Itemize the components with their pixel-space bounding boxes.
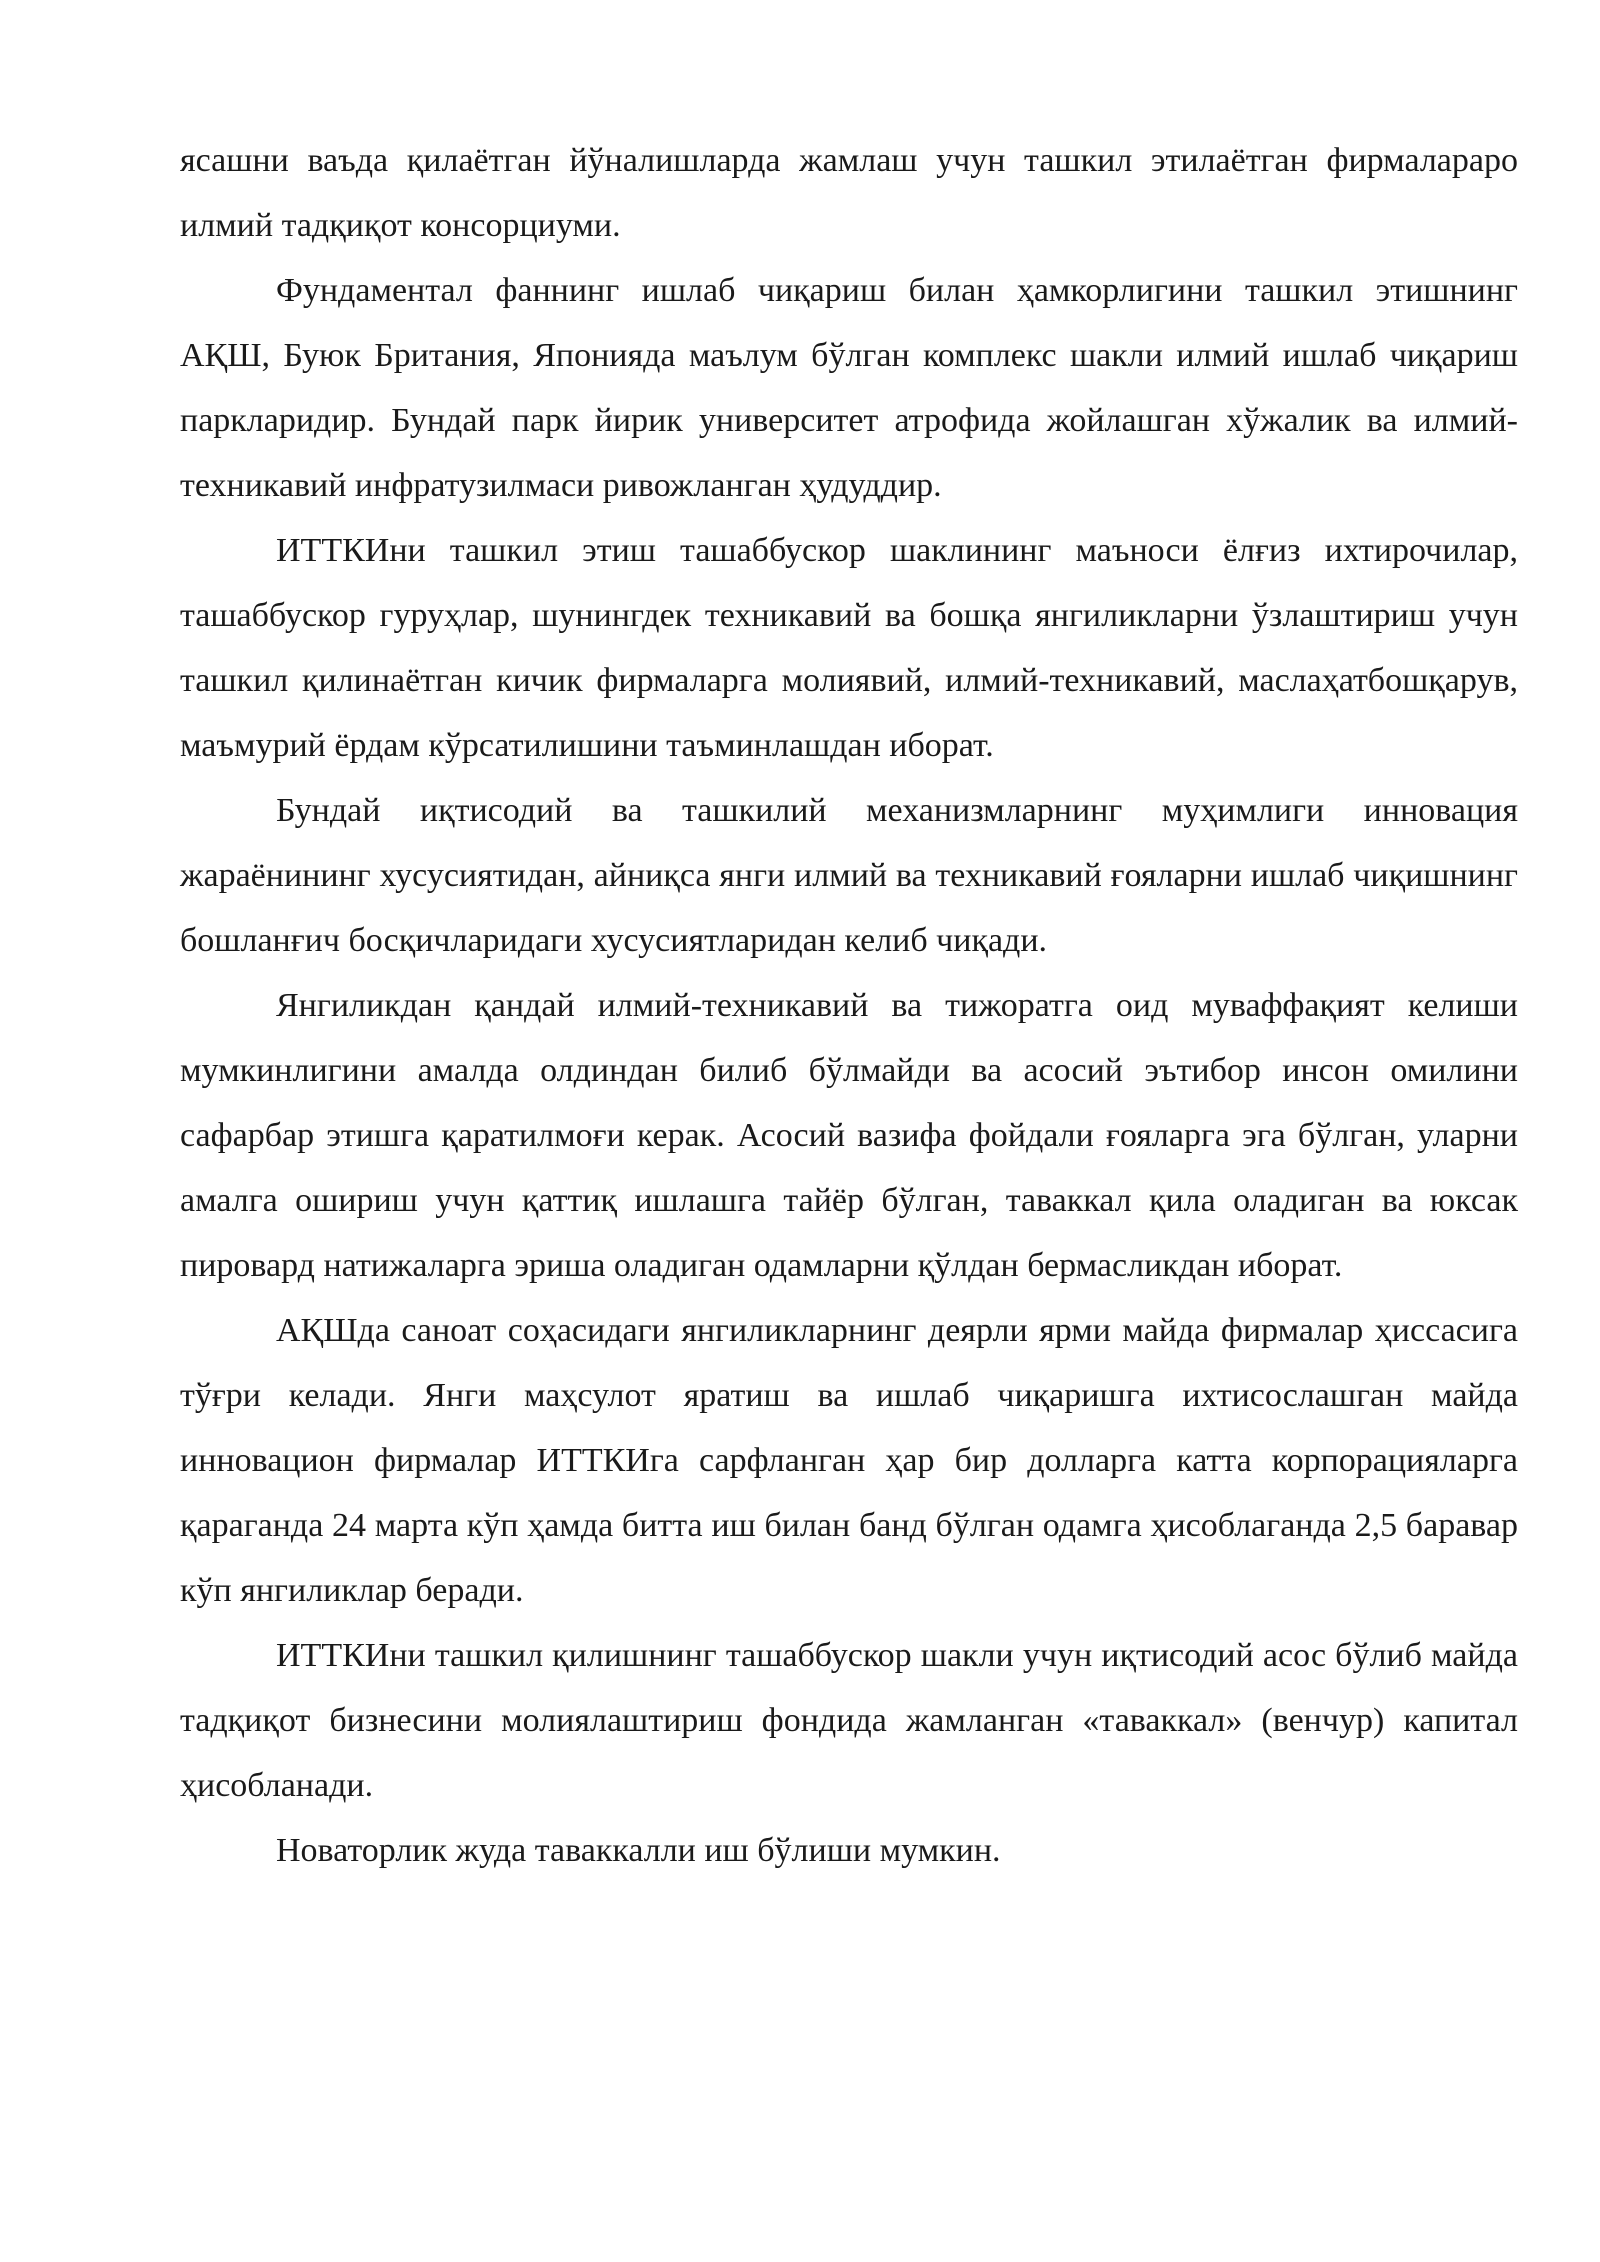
paragraph-2: Фундаментал фаннинг ишлаб чиқариш билан ҳамкорлигини ташкил этишнинг АҚШ, Буюк Британия, Японияда маълум бўлган комплекс шакли илмий ишлаб чиқариш паркларидир. Бундай парк йирик университет атрофида жойлашган хўжалик ва илмий-техникавий инфратузилмаси ривожланган ҳудуддир.: [180, 272, 1518, 504]
paragraph-5: Янгиликдан қандай илмий-техникавий ва тижоратга оид муваффақият келиши мумкинлигини амалда олдиндан билиб бўлмайди ва асосий эътибор инсон омилини сафарбар этишга қаратилмоғи керак. Асосий вазифа фойдали ғояларга эга бўлган, уларни амалга ошириш учун қаттиқ ишлашга тайёр бўлган, таваккал қила оладиган ва юксак пировард натижаларга эриша оладиган одамларни қўлдан бермасликдан иборат.: [180, 987, 1518, 1284]
document-body: [180, 128, 1518, 1883]
paragraph-7: ИТТКИни ташкил қилишнинг ташаббускор шакли учун иқтисодий асос бўлиб майда тадқиқот бизнесини молиялаштириш фондида жамланган «таваккал» (венчур) капитал ҳисобланади.: [180, 1637, 1518, 1804]
paragraph-1: ясашни ваъда қилаётган йўналишларда жамлаш учун ташкил этилаётган фирмалараро илмий тадқиқот консорциуми.: [180, 142, 1518, 244]
paragraph-8: Новаторлик жуда таваккалли иш бўлиши мумкин.: [276, 1832, 1001, 1869]
paragraph-6: АҚШда саноат соҳасидаги янгиликларнинг деярли ярми майда фирмалар ҳиссасига тўғри келади. Янги маҳсулот яратиш ва ишлаб чиқаришга ихтисослашган майда инновацион фирмалар ИТТКИга сарфланган ҳар бир долларга катта корпорацияларга қараганда 24 марта кўп ҳамда битта иш билан банд бўлган одамга ҳисоблаганда 2,5 баравар кўп янгиликлар беради.: [180, 1312, 1518, 1609]
paragraph-4: Бундай иқтисодий ва ташкилий механизмларнинг муҳимлиги инновация жараёнининг хусусиятидан, айниқса янги илмий ва техникавий ғояларни ишлаб чиқишнинг бошланғич босқичларидаги хусусиятларидан келиб чиқади.: [180, 792, 1518, 959]
paragraph-3: ИТТКИни ташкил этиш ташаббускор шаклининг маъноси ёлғиз ихтирочилар, ташаббускор гуруҳлар, шунингдек техникавий ва бошқа янгиликларни ўзлаштириш учун ташкил қилинаётган кичик фирмаларга молиявий, илмий-техникавий, маслаҳатбошқарув, маъмурий ёрдам кўрсатилишини таъминлашдан иборат.: [180, 532, 1518, 764]
